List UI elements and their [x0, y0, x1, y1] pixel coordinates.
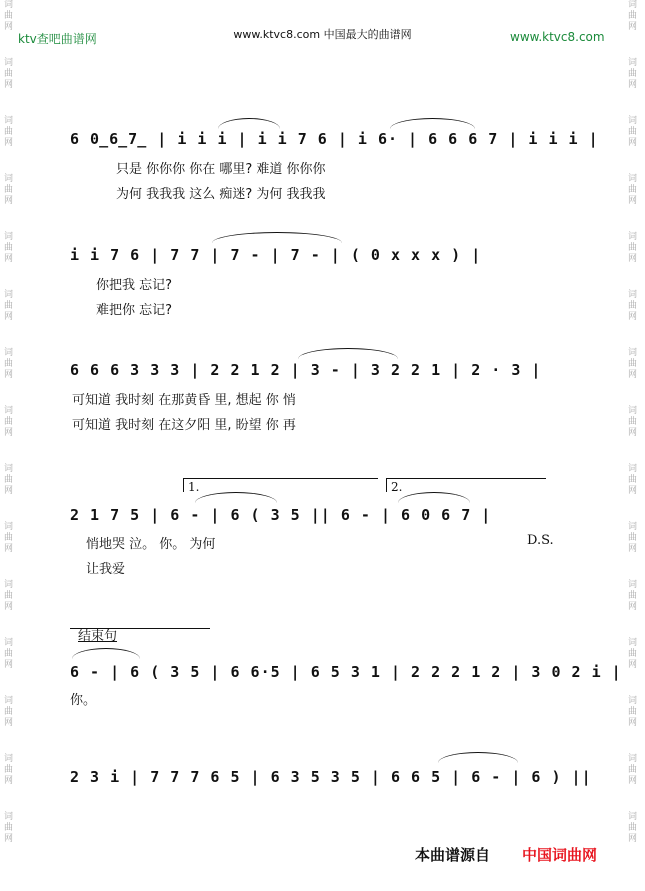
watermark-glyph: 曲 — [4, 591, 14, 601]
watermark-glyph: 网 — [4, 80, 14, 90]
tie-line-1b — [390, 118, 475, 129]
watermark-glyph: 曲 — [4, 359, 14, 369]
volta-1-bracket — [183, 478, 378, 479]
watermark-glyph: 词 — [628, 754, 638, 764]
coda-rule — [70, 628, 210, 629]
watermark-glyph: 曲 — [4, 475, 14, 485]
watermark-right — [628, 0, 642, 870]
watermark-glyph: 曲 — [4, 243, 14, 253]
watermark-glyph: 网 — [628, 834, 638, 844]
watermark-glyph: 曲 — [628, 765, 638, 775]
watermark-left — [4, 0, 18, 870]
score-line-4-lyric-b: 让我爱 — [86, 562, 126, 577]
watermark-glyph: 词 — [4, 406, 14, 416]
score-line-1-notes: 6 0̲6̲7̲ | i i i | i i 7 6 | i 6· | 6 6 6 7 | i i i | — [70, 130, 599, 148]
watermark-glyph: 词 — [628, 812, 638, 822]
watermark-glyph: 词 — [628, 232, 638, 242]
tie-line-1 — [218, 118, 280, 129]
watermark-glyph: 曲 — [628, 243, 638, 253]
coda-label: 结束句 — [78, 629, 118, 644]
volta-2-bracket-left — [386, 478, 387, 492]
watermark-glyph: 网 — [628, 138, 638, 148]
watermark-glyph: 曲 — [4, 185, 14, 195]
watermark-glyph: 网 — [4, 428, 14, 438]
watermark-glyph: 网 — [628, 80, 638, 90]
score-line-2-lyric-a: 你把我 忘记? — [96, 278, 173, 293]
watermark-glyph: 网 — [4, 660, 14, 670]
score-line-3-lyric-a: 可知道 我时刻 在那黄昏 里, 想起 你 悄 — [72, 393, 296, 408]
watermark-glyph: 曲 — [4, 649, 14, 659]
watermark-glyph: 曲 — [4, 823, 14, 833]
watermark-glyph: 网 — [628, 486, 638, 496]
watermark-glyph: 词 — [628, 58, 638, 68]
watermark-glyph: 曲 — [4, 11, 14, 21]
watermark-glyph: 曲 — [4, 301, 14, 311]
watermark-glyph: 曲 — [628, 359, 638, 369]
watermark-glyph: 曲 — [628, 649, 638, 659]
score-line-1-lyric-a: 只是 你你你 你在 哪里? 难道 你你你 — [116, 162, 326, 177]
watermark-glyph: 曲 — [4, 127, 14, 137]
footer-source-label: 本曲谱源自 — [415, 846, 491, 864]
watermark-glyph: 网 — [628, 776, 638, 786]
watermark-glyph: 网 — [4, 602, 14, 612]
tie-line-4 — [195, 492, 277, 503]
watermark-glyph: 曲 — [628, 69, 638, 79]
watermark-glyph: 网 — [628, 22, 638, 32]
watermark-glyph: 网 — [4, 776, 14, 786]
watermark-glyph: 曲 — [628, 185, 638, 195]
score-line-5-lyric-a: 你。 — [70, 693, 97, 708]
watermark-glyph: 词 — [4, 812, 14, 822]
watermark-glyph: 网 — [628, 544, 638, 554]
watermark-glyph: 词 — [628, 638, 638, 648]
watermark-glyph: 网 — [4, 834, 14, 844]
watermark-glyph: 曲 — [628, 11, 638, 21]
site-url-right[interactable]: www.ktvc8.com — [510, 30, 605, 44]
watermark-glyph: 曲 — [4, 765, 14, 775]
watermark-glyph: 网 — [4, 254, 14, 264]
watermark-glyph: 网 — [4, 312, 14, 322]
watermark-glyph: 曲 — [628, 707, 638, 717]
watermark-glyph: 网 — [628, 602, 638, 612]
watermark-glyph: 曲 — [4, 707, 14, 717]
watermark-glyph: 网 — [4, 22, 14, 32]
watermark-glyph: 词 — [4, 464, 14, 474]
watermark-glyph: 曲 — [628, 823, 638, 833]
watermark-glyph: 网 — [628, 254, 638, 264]
tie-line-4b — [398, 492, 470, 503]
watermark-glyph: 词 — [4, 116, 14, 126]
watermark-glyph: 词 — [4, 754, 14, 764]
score-line-6-notes: 2 3 i | 7 7 7 6 5 | 6 3 5 3 5 | 6 6 5 | 6 - | 6 ) || — [70, 768, 592, 786]
score-line-2-lyric-b: 难把你 忘记? — [96, 303, 173, 318]
watermark-glyph: 网 — [628, 370, 638, 380]
watermark-glyph: 词 — [628, 696, 638, 706]
watermark-glyph: 网 — [628, 428, 638, 438]
watermark-glyph: 词 — [628, 580, 638, 590]
watermark-glyph: 曲 — [628, 533, 638, 543]
watermark-glyph: 词 — [4, 232, 14, 242]
watermark-glyph: 网 — [4, 138, 14, 148]
score-line-3-lyric-b: 可知道 我时刻 在这夕阳 里, 盼望 你 再 — [72, 418, 296, 433]
tie-line-6 — [438, 752, 518, 763]
watermark-glyph: 网 — [4, 370, 14, 380]
watermark-glyph: 词 — [628, 464, 638, 474]
site-name-left: ktv查吧曲谱网 — [18, 32, 97, 46]
tie-line-3 — [298, 348, 398, 359]
watermark-glyph: 词 — [4, 174, 14, 184]
watermark-glyph: 网 — [4, 196, 14, 206]
watermark-glyph: 词 — [4, 522, 14, 532]
watermark-glyph: 词 — [4, 696, 14, 706]
score-line-4-notes: 2 1 7 5 | 6 - | 6 ( 3 5 || 6 - | 6 0 6 7 | — [70, 506, 492, 524]
watermark-glyph: 曲 — [628, 475, 638, 485]
watermark-glyph: 词 — [628, 348, 638, 358]
watermark-glyph: 词 — [4, 638, 14, 648]
watermark-glyph: 曲 — [628, 127, 638, 137]
watermark-glyph: 曲 — [4, 533, 14, 543]
site-banner-center: www.ktvc8.com 中国最大的曲谱网 — [233, 28, 412, 41]
watermark-glyph: 词 — [628, 174, 638, 184]
watermark-glyph: 网 — [628, 660, 638, 670]
watermark-glyph: 曲 — [628, 301, 638, 311]
tie-line-5 — [72, 648, 140, 659]
watermark-glyph: 词 — [628, 522, 638, 532]
ds-marking: D.S. — [527, 533, 554, 548]
score-line-4-lyric-a: 悄地哭 泣。 你。 为何 — [86, 537, 216, 552]
watermark-glyph: 网 — [4, 718, 14, 728]
footer-site-link[interactable]: 中国词曲网 — [522, 846, 598, 864]
watermark-glyph: 词 — [628, 406, 638, 416]
watermark-glyph: 词 — [628, 0, 638, 10]
volta-1-bracket-left — [183, 478, 184, 492]
volta-2-label: 2. — [391, 480, 403, 494]
watermark-glyph: 曲 — [4, 417, 14, 427]
score-line-1-lyric-b: 为何 我我我 这么 痴迷? 为何 我我我 — [116, 187, 326, 202]
score-line-3-notes: 6 6 6 3 3 3 | 2 2 1 2 | 3 - | 3 2 2 1 | 2 · 3 | — [70, 361, 542, 379]
watermark-glyph: 网 — [4, 544, 14, 554]
watermark-glyph: 网 — [628, 718, 638, 728]
watermark-glyph: 词 — [4, 0, 14, 10]
watermark-glyph: 曲 — [4, 69, 14, 79]
volta-2-bracket — [386, 478, 546, 479]
watermark-glyph: 词 — [4, 290, 14, 300]
watermark-glyph: 词 — [628, 116, 638, 126]
score-line-5-notes: 6 - | 6 ( 3 5 | 6 6·5 | 6 5 3 1 | 2 2 2 1 2 | 3 0 2 i | — [70, 663, 622, 681]
watermark-glyph: 词 — [4, 58, 14, 68]
watermark-glyph: 词 — [4, 580, 14, 590]
watermark-glyph: 曲 — [628, 591, 638, 601]
watermark-glyph: 曲 — [628, 417, 638, 427]
score-line-2-notes: i i 7 6 | 7 7 | 7 - | 7 - | ( 0 x x x ) | — [70, 246, 482, 264]
volta-1-label: 1. — [188, 480, 200, 494]
watermark-glyph: 词 — [4, 348, 14, 358]
tie-line-2 — [212, 232, 342, 243]
watermark-glyph: 词 — [628, 290, 638, 300]
watermark-glyph: 网 — [628, 196, 638, 206]
watermark-glyph: 网 — [4, 486, 14, 496]
watermark-glyph: 网 — [628, 312, 638, 322]
